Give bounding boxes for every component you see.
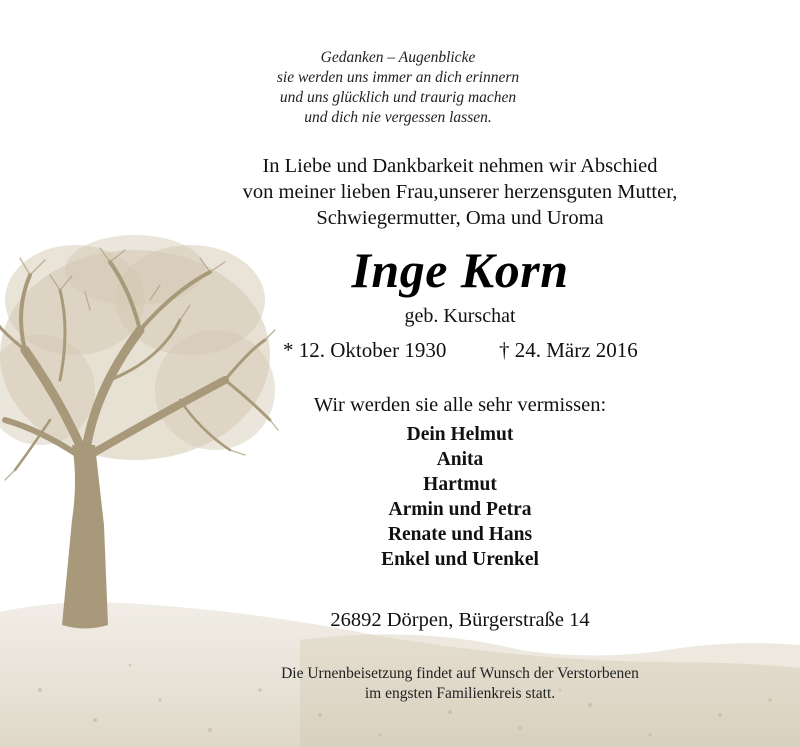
poem-line: sie werden uns immer an dich erinnern [276,69,520,86]
family-address: 26892 Dörpen, Bürgerstraße 14 [330,609,590,631]
birth-date: * 12. Oktober 1930 [283,338,447,362]
mourner-name: Enkel und Urenkel [381,549,539,570]
poem-line: Gedanken – Augenblicke [320,49,476,66]
mourners-intro: Wir werden sie alle sehr vermissen: [313,394,607,416]
poem-block [78,48,718,128]
maiden-name: geb. Kurschat [404,305,516,327]
intro-line: von meiner lieben Frau,unserer herzensguten Mutter, [242,181,678,203]
poem-line: und uns glücklich und traurig machen [279,89,517,106]
mourner-name: Anita [436,449,484,470]
mourner-name: Hartmut [423,474,497,495]
deceased-name: Inge Korn [351,242,569,298]
death-date: † 24. März 2016 [499,338,638,362]
mourner-name: Armin und Petra [388,499,532,520]
notice-line: im engsten Familienkreis statt. [364,685,556,702]
poem-line: und dich nie vergessen lassen. [304,109,492,126]
mourner-name: Renate und Hans [387,524,533,545]
mourners-list [60,422,800,572]
mourner-name: Dein Helmut [406,424,514,445]
intro-line: In Liebe und Dankbarkeit nehmen wir Abschied [262,155,658,177]
intro-line: Schwiegermutter, Oma und Uroma [316,207,604,229]
farewell-intro [60,153,800,231]
burial-notice [60,664,800,704]
notice-line: Die Urnenbeisetzung findet auf Wunsch der Verstorbenen [281,665,639,682]
